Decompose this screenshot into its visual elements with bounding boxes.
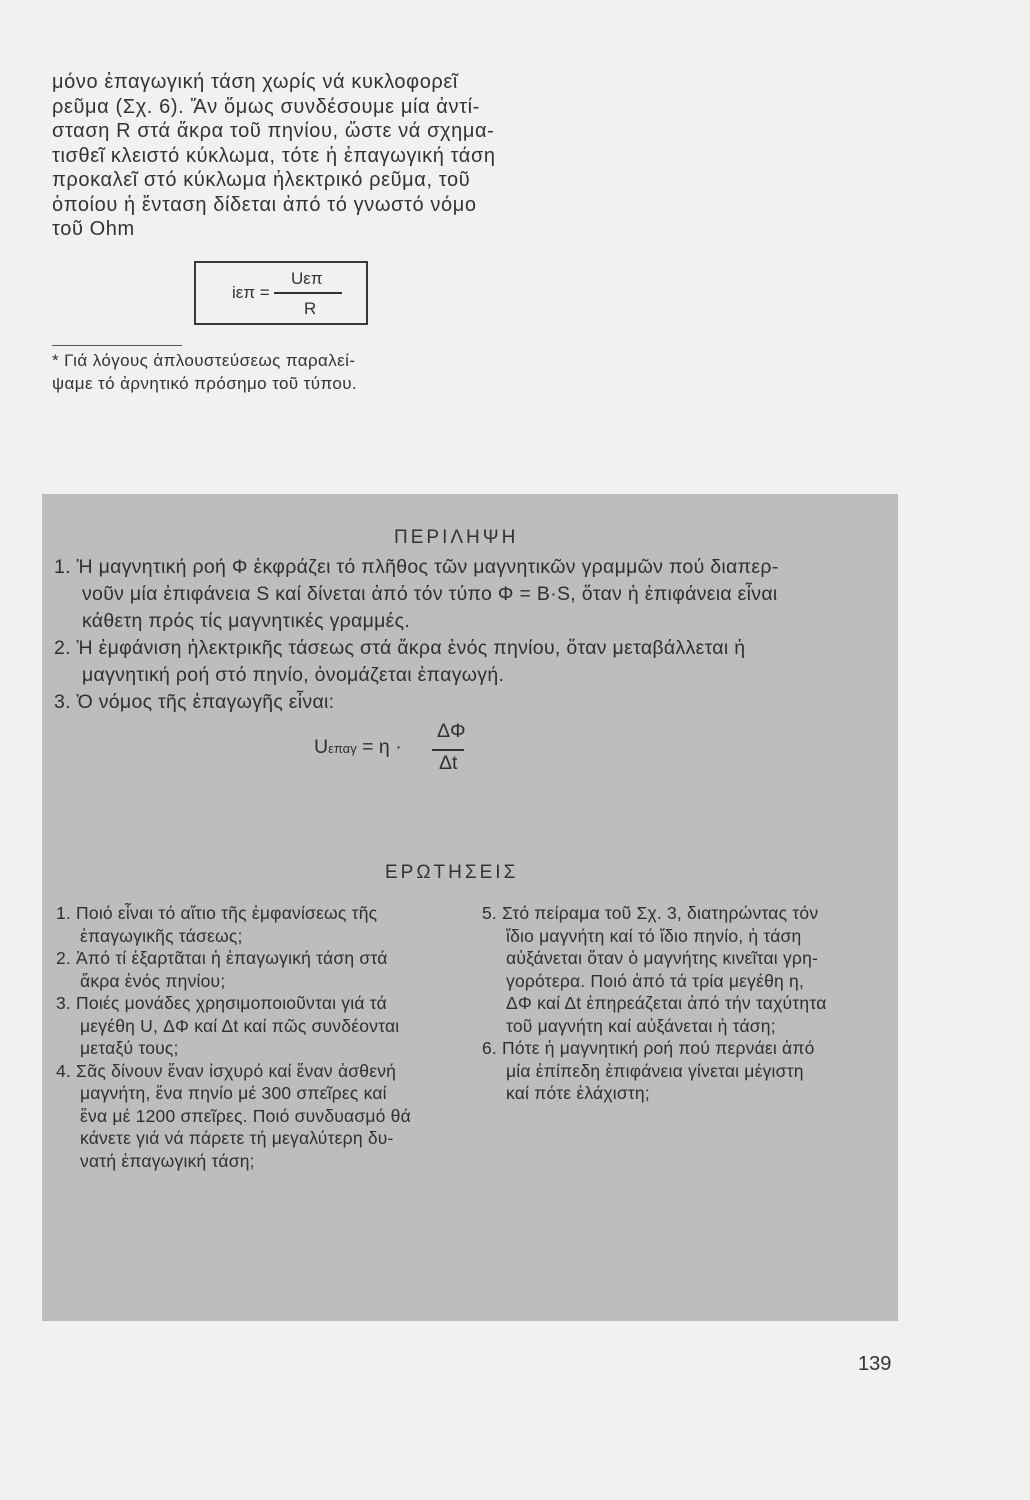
- question-2-cont: ἄκρα ἑνός πηνίου;: [80, 970, 226, 991]
- question-3-cont: μεταξύ τους;: [80, 1038, 179, 1058]
- fraction-bar: [432, 749, 464, 751]
- question-5-cont: αὐξάνεται ὅταν ὁ μαγνήτης κινεῖται γρη-: [506, 948, 819, 968]
- fraction-bar: [274, 292, 342, 294]
- intro-paragraph: [52, 70, 496, 242]
- law-lhs: [314, 736, 402, 759]
- summary-item-1: 1. Ἡ μαγνητική ροή Φ ἐκφράζει τό πλῆθος τῶν μαγνητικῶν γραμμῶν πού διαπερ-: [54, 556, 779, 578]
- question-4-cont: κάνετε γιά νά πάρετε τή μεγαλύτερη δυ-: [80, 1128, 394, 1148]
- question-1-cont: ἐπαγωγικῆς τάσεως;: [80, 925, 243, 946]
- intro-line: ὁποίου ἡ ἔνταση δίδεται ἀπό τό γνωστό νόμο: [52, 193, 477, 216]
- question-5-cont: γορότερα. Ποιό ἀπό τά τρία μεγέθη η,: [506, 970, 805, 991]
- formula-numerator: Uεπ: [291, 269, 323, 288]
- question-4-cont: ἕνα μέ 1200 σπεῖρες. Ποιό συνδυασμό θά: [80, 1105, 411, 1126]
- question-3-cont: μεγέθη U, ΔΦ καί Δt καί πῶς συνδέονται: [80, 1015, 400, 1036]
- question-6: 6. Πότε ἡ μαγνητική ροή πού περνάει ἀπό: [482, 1038, 815, 1058]
- footnote-line: * Γιά λόγους ἁπλουστεύσεως παραλεί-: [52, 351, 356, 370]
- questions-right-column: [482, 902, 892, 1105]
- question-4-cont: νατή ἐπαγωγική τάση;: [80, 1150, 255, 1171]
- footnote-line: ψαμε τό ἀρνητικό πρόσημο τοῦ τύπου.: [52, 374, 358, 393]
- footnote-rule: [52, 345, 182, 346]
- intro-line: προκαλεῖ στό κύκλωμα ἠλεκτρικό ρεῦμα, τοῦ: [52, 169, 471, 191]
- question-5: 5. Στό πείραμα τοῦ Σχ. 3, διατηρώντας τόν: [482, 903, 819, 923]
- question-4: 4. Σᾶς δίνουν ἕναν ἰσχυρό καί ἕναν ἀσθενή: [56, 1060, 397, 1081]
- question-5-cont: ἴδιο μαγνήτη καί τό ἴδιο πηνίο, ἡ τάση: [506, 925, 802, 946]
- intro-line: ρεῦμα (Σχ. 6). Ἄν ὅμως συνδέσουμε μία ἀντί-: [52, 95, 480, 118]
- summary-item-2-cont: μαγνητική ροή στό πηνίο, ὀνομάζεται ἐπαγωγή.: [82, 664, 505, 686]
- summary-item-1-cont: νοῦν μία ἐπιφάνεια S καί δίνεται ἀπό τόν τύπο Φ = B·S, ὅταν ἡ ἐπιφάνεια εἶναι: [82, 583, 778, 605]
- law-numerator: ΔΦ: [437, 720, 466, 742]
- formula-denominator: R: [304, 299, 317, 318]
- summary-list: [54, 554, 894, 716]
- question-5-cont: ΔΦ καί Δt ἐπηρεάζεται ἀπό τήν ταχύτητα: [506, 993, 827, 1013]
- summary-item-2: 2. Ἡ ἐμφάνιση ἠλεκτρικῆς τάσεως στά ἄκρα ἑνός πηνίου, ὅταν μεταβάλλεται ἡ: [54, 637, 746, 659]
- question-1: 1. Ποιό εἶναι τό αἴτιο τῆς ἐμφανίσεως τῆς: [56, 903, 378, 923]
- footnote: [52, 349, 452, 395]
- question-6-cont: καί πότε ἐλάχιστη;: [506, 1083, 650, 1103]
- question-3: 3. Ποιές μονάδες χρησιμοποιοῦνται γιά τά: [56, 993, 387, 1013]
- law-subscript: επαγ: [328, 741, 357, 756]
- summary-item-3: 3. Ὁ νόμος τῆς ἐπαγωγῆς εἶναι:: [54, 691, 335, 713]
- question-5-cont: τοῦ μαγνήτη καί αὐξάνεται ἡ τάση;: [506, 1015, 776, 1036]
- intro-line: σταση R στά ἄκρα τοῦ πηνίου, ὥστε νά σχημα-: [52, 120, 495, 142]
- intro-line: τοῦ Ohm: [52, 218, 135, 240]
- question-2: 2. Ἀπό τί ἐξαρτᾶται ἡ ἐπαγωγική τάση στά: [56, 948, 388, 968]
- summary-panel: [42, 494, 898, 1321]
- law-symbol-u: U: [314, 736, 329, 758]
- questions-left-column: [56, 902, 476, 1172]
- questions-title: ΕΡΩΤΗΣΕΙΣ: [385, 862, 519, 883]
- question-4-cont: μαγνήτη, ἕνα πηνίο μέ 300 σπεῖρες καί: [80, 1083, 387, 1103]
- intro-line: μόνο ἐπαγωγική τάση χωρίς νά κυκλοφορεῖ: [52, 71, 458, 93]
- law-mid: = η ·: [362, 736, 402, 758]
- ohm-formula-box: [194, 261, 368, 325]
- intro-line: τισθεῖ κλειστό κύκλωμα, τότε ἡ ἐπαγωγική τάση: [52, 144, 496, 167]
- summary-title: ΠΕΡΙΛΗΨΗ: [394, 527, 519, 548]
- formula-lhs: iεπ =: [232, 283, 270, 302]
- summary-item-1-cont: κάθετη πρός τίς μαγνητικές γραμμές.: [82, 610, 411, 632]
- page-number: 139: [858, 1353, 892, 1375]
- question-6-cont: μία ἐπίπεδη ἐπιφάνεια γίνεται μέγιστη: [506, 1060, 804, 1081]
- law-denominator: Δt: [439, 752, 458, 774]
